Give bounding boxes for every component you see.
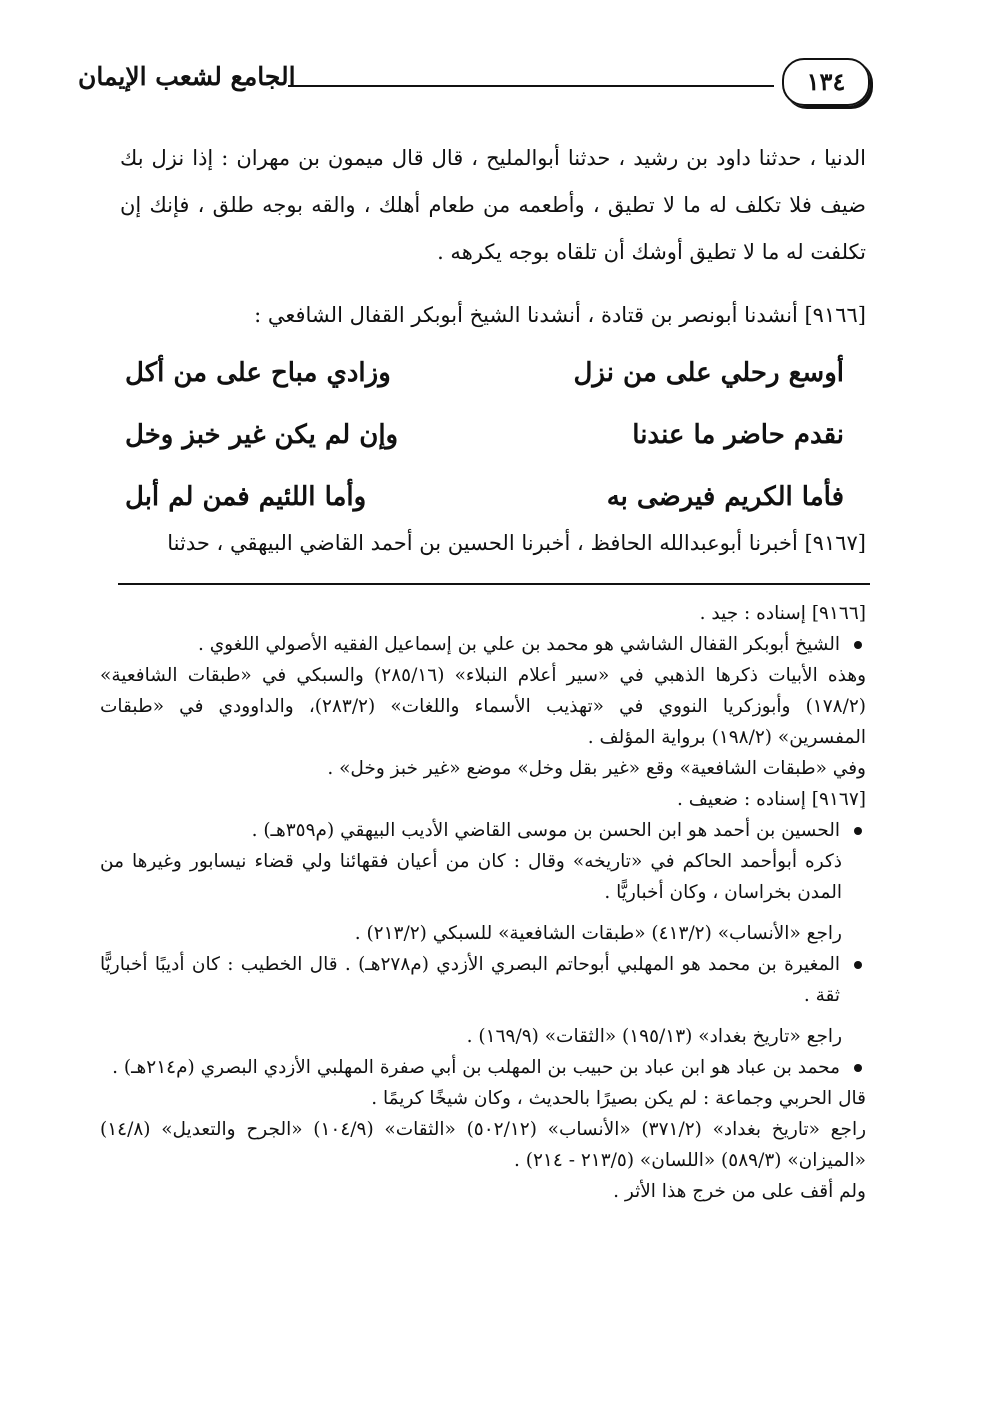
bullet-icon xyxy=(854,1064,862,1072)
poem xyxy=(125,342,844,528)
verse-2-second-hemistich: وإن لم يكن غير خبز وخل xyxy=(125,420,399,450)
footnotes xyxy=(100,598,866,1207)
bullet-2-references: راجع «تاريخ بغداد» (١٩٥/١٣) «الثقات» (١٦٩/٩) . xyxy=(466,1026,842,1047)
paragraph-9167: [٩١٦٧] أخبرنا أبوعبدالله الحافظ ، أخبرنا الحسين بن أحمد القاضي البيهقي ، حدثنا xyxy=(167,531,866,555)
footnote-9167-bullet-2 xyxy=(100,949,866,1011)
poem-verse-3 xyxy=(125,466,844,528)
bullet-1-details: ذكره أبوأحمد الحاكم في «تاريخه» وقال : كان من أعيان فقهائنا ولي قضاء نيسابور وغيرها من المدن بخراسان ، وكان أخباريًّا . xyxy=(100,851,842,903)
page-number: ١٣٤ xyxy=(782,58,870,106)
bullet-3-text: محمد بن عباد هو ابن عباد بن حبيب بن المهلب بن أبي صفرة المهلبي الأزدي البصري (م٢١٤هـ) . xyxy=(112,1057,840,1078)
verse-1-second-hemistich: وزادي مباح على من أكل xyxy=(125,358,391,388)
footnote-9166-text: وهذه الأبيات ذكرها الذهبي في «سير أعلام النبلاء» (٢٨٥/١٦) والسبكي في «طبقات الشافعية» (١٧٨/٢) وأبوزكريا النووي في «تهذيب الأسماء واللغات» (٢٨٣/٢)، والداوودي في «طبقات المفسرين» (١٩٨/٢) برواية المؤلف . xyxy=(100,665,867,748)
bullet-1-references: راجع «الأنساب» (٤١٣/٢) «طبقات الشافعية» للسبكي (٢١٣/٢) . xyxy=(354,923,842,944)
footnote-9166-heading: [٩١٦٦] إسناده : جيد . xyxy=(699,603,866,624)
bullet-icon xyxy=(854,641,862,649)
footnote-9166-bullet xyxy=(100,629,866,660)
bullet-2-text: المغيرة بن محمد هو المهلبي أبوحاتم البصري الأزدي (م٢٧٨هـ) . قال الخطيب : كان أديبًا أخباريًّا ثقة . xyxy=(100,954,841,1006)
page-header xyxy=(78,52,870,112)
verse-3-second-hemistich: وأما اللئيم فمن لم أبل xyxy=(125,482,367,512)
footnote-closing: ولم أقف على من خرج هذا الأثر . xyxy=(613,1181,866,1202)
footnote-separator xyxy=(118,583,870,585)
poem-verse-2 xyxy=(125,404,844,466)
bullet-icon xyxy=(854,961,862,969)
footnote-9167-bullet-3 xyxy=(100,1052,866,1083)
verse-2-first-hemistich: نقدم حاضر ما عندنا xyxy=(632,420,844,450)
bullet-3-details: قال الحربي وجماعة : لم يكن بصيرًا بالحديث ، وكان شيخًا كريمًا . xyxy=(371,1088,866,1109)
bullet-1-text: الحسين بن أحمد هو ابن الحسن بن موسى القاضي الأديب البيهقي (م٣٥٩هـ) . xyxy=(251,820,840,841)
footnote-9166-bullet-text: الشيخ أبوبكر القفال الشاشي هو محمد بن علي بن إسماعيل الفقيه الأصولي اللغوي . xyxy=(197,634,840,655)
verse-1-first-hemistich: أوسع رحلي على من نزل xyxy=(573,358,844,388)
footnote-9167-bullet-1 xyxy=(100,815,866,846)
verse-3-first-hemistich: فأما الكريم فيرضى به xyxy=(606,482,844,512)
main-text xyxy=(120,135,866,339)
paragraph-maymun: الدنيا ، حدثنا داود بن رشيد ، حدثنا أبوالمليح ، قال قال ميمون بن مهران : إذا نزل بك ضيف فلا تكلف له ما لا تطيق ، وأطعمه من طعام أهلك ، والقه بوجه طلق ، فإنك إن تكلفت له ما لا تطيق أوشك أن تلقاه بوجه يكرهه . xyxy=(120,146,866,264)
running-title: الجامع لشعب الإيمان xyxy=(78,62,296,91)
footnote-9167-heading: [٩١٦٧] إسناده : ضعيف . xyxy=(677,789,866,810)
footnote-9166-note: وفي «طبقات الشافعية» وقع «غير بقل وخل» موضع «غير خبز وخل» . xyxy=(327,758,866,779)
poem-verse-1 xyxy=(125,342,844,404)
header-rule xyxy=(288,85,774,87)
bullet-3-references: راجع «تاريخ بغداد» (٣٧١/٢) «الأنساب» (٥٠٢/١٢) «الثقات» (١٠٤/٩) «الجرح والتعديل» (١٤/٨) «الميزان» (٥٨٩/٣) «اللسان» (٢١٣/٥ - ٢١٤) . xyxy=(100,1119,867,1171)
bullet-icon xyxy=(854,827,862,835)
paragraph-9166: [٩١٦٦] أنشدنا أبونصر بن قتادة ، أنشدنا الشيخ أبوبكر القفال الشافعي : xyxy=(254,303,866,327)
